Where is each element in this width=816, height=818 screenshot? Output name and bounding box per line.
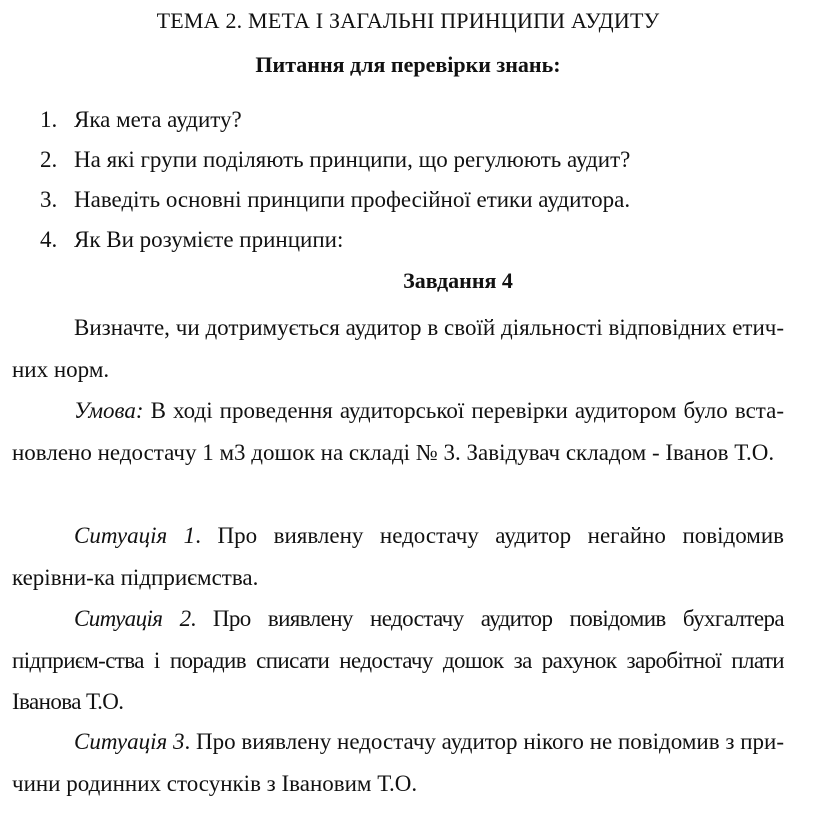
condition-label: Умова: (74, 398, 144, 423)
questions-heading: Питання для перевірки знань: (255, 52, 561, 77)
task-heading: Завдання 4 (403, 268, 513, 293)
situation-label: Ситуація 3 (74, 729, 185, 754)
situation-paragraph (12, 598, 784, 723)
condition-text: В ході проведення аудиторської перевірки аудитором було вста-новлено недостачу 1 м3 дошок на складі № 3. Завідувач складом - Іванов Т.О. (12, 398, 784, 465)
situation-label: Ситуація 2 (74, 606, 191, 631)
question-item (40, 140, 780, 180)
situation-text: . Про виявлену недостачу аудитор повідомив бухгалтера підприєм-ства і порадив списати недостачу дошок за рахунок заробітної плати Іванова Т.О. (12, 606, 784, 714)
question-text: Наведіть основні принципи професійної етики аудитора. (74, 187, 631, 212)
question-text: Яка мета аудиту? (74, 107, 242, 132)
question-number: 3. (40, 187, 58, 212)
page-title: ТЕМА 2. МЕТА І ЗАГАЛЬНІ ПРИНЦИПИ АУДИТУ (156, 8, 660, 33)
question-item (40, 220, 780, 260)
question-text: На які групи поділяють принципи, що регулюють аудит? (74, 147, 631, 172)
question-text: Як Ви розумієте принципи: (74, 227, 344, 252)
question-number: 4. (40, 227, 58, 252)
question-number: 1. (40, 107, 58, 132)
question-item (40, 100, 780, 140)
condition-paragraph (12, 390, 784, 473)
question-number: 2. (40, 147, 58, 172)
task-intro-paragraph: Визначте, чи дотримується аудитор в своїй діяльності відповідних етич-них норм. (12, 315, 784, 382)
situation-paragraph (12, 721, 784, 804)
question-item (40, 180, 780, 220)
situation-text: . Про виявлену недостачу аудитор нікого не повідомив з при-чини родинних стосунків з Івановим Т.О. (12, 729, 784, 796)
situation-paragraph (12, 515, 784, 598)
situation-label: Ситуація 1 (74, 523, 196, 548)
questions-list (40, 100, 780, 260)
situation-text: . Про виявлену недостачу аудитор негайно повідомив керівни-ка підприємства. (12, 523, 784, 590)
